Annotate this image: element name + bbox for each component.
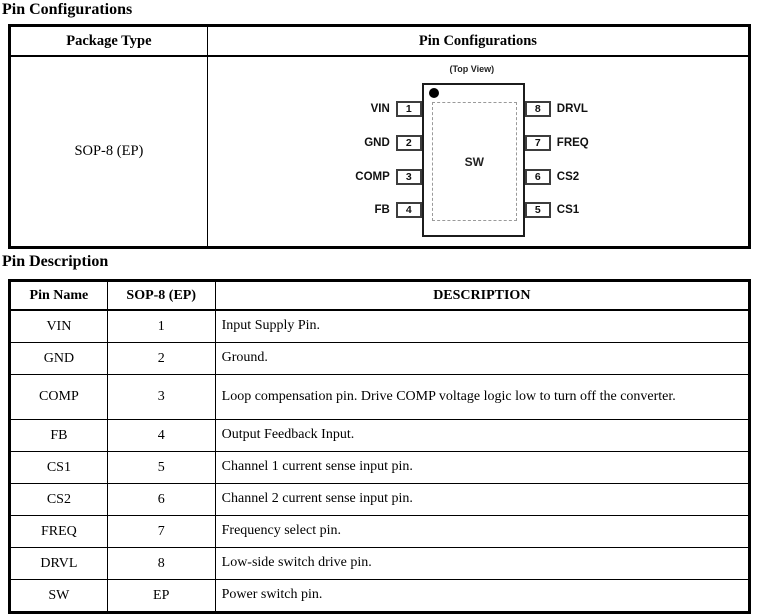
sop8-header: SOP-8 (EP) bbox=[107, 281, 215, 311]
pin-table-header-row bbox=[10, 281, 750, 311]
pin-name-cell: VIN bbox=[10, 310, 108, 343]
exposed-pad-label: SW bbox=[464, 154, 484, 169]
pin-description-heading: Pin Description bbox=[2, 253, 109, 270]
pin-number-cell: 3 bbox=[107, 375, 215, 420]
pin-label-fb: FB bbox=[374, 204, 390, 216]
pin-number-cell: 7 bbox=[107, 516, 215, 548]
pin-configurations-heading: Pin Configurations bbox=[2, 1, 133, 18]
config-table-header-row bbox=[10, 26, 750, 57]
description-header: DESCRIPTION bbox=[215, 281, 749, 311]
pin-box-3: 3 bbox=[396, 169, 422, 185]
pin-number-cell: 1 bbox=[107, 310, 215, 343]
pin-row-comp bbox=[10, 375, 750, 420]
package-type-value: SOP-8 (EP) bbox=[10, 56, 208, 248]
pin-row-fb bbox=[10, 420, 750, 452]
pin-name-cell: COMP bbox=[10, 375, 108, 420]
pin-label-freq: FREQ bbox=[556, 137, 589, 149]
pin-box-5: 5 bbox=[525, 202, 551, 218]
pin-number-cell: 5 bbox=[107, 452, 215, 484]
pin-description-text: Frequency select pin. bbox=[221, 523, 341, 539]
pin-row-sw bbox=[10, 580, 750, 613]
pin-description-text: Input Supply Pin. bbox=[221, 318, 321, 334]
pin-configurations-header: Pin Configurations bbox=[207, 26, 749, 57]
pin-description-cell bbox=[215, 548, 749, 580]
pin-row-cs1 bbox=[10, 452, 750, 484]
pin-description-text: Power switch pin. bbox=[221, 587, 323, 603]
pin-description-cell bbox=[215, 420, 749, 452]
pin-label-vin: VIN bbox=[370, 103, 390, 115]
pin-diagram-cell bbox=[207, 56, 749, 248]
pin-description-table bbox=[8, 279, 751, 614]
pin-number-cell: EP bbox=[107, 580, 215, 613]
pin-name-cell: GND bbox=[10, 343, 108, 375]
pin-row-freq bbox=[10, 516, 750, 548]
config-table-body-row bbox=[10, 56, 750, 248]
pin-description-text: Low-side switch drive pin. bbox=[221, 555, 372, 571]
pin-box-6: 6 bbox=[525, 169, 551, 185]
pin-number-cell: 6 bbox=[107, 484, 215, 516]
pin1-indicator-dot bbox=[429, 88, 439, 98]
pin-description-cell bbox=[215, 375, 749, 420]
pin-number-cell: 8 bbox=[107, 548, 215, 580]
pin-box-8: 8 bbox=[525, 101, 551, 117]
pin-label-cs1: CS1 bbox=[556, 204, 580, 216]
package-type-header: Package Type bbox=[10, 26, 208, 57]
pin-name-cell: FREQ bbox=[10, 516, 108, 548]
pin-description-text: Ground. bbox=[221, 350, 268, 366]
pin-description-cell bbox=[215, 343, 749, 375]
pin-label-cs2: CS2 bbox=[556, 171, 580, 183]
pin-description-text: Channel 2 current sense input pin. bbox=[221, 491, 413, 507]
pin-name-cell: DRVL bbox=[10, 548, 108, 580]
pin-row-drvl bbox=[10, 548, 750, 580]
pin-description-cell bbox=[215, 484, 749, 516]
pin-number-cell: 4 bbox=[107, 420, 215, 452]
pin-description-cell bbox=[215, 310, 749, 343]
pin-label-comp: COMP bbox=[355, 171, 390, 183]
pin-row-vin bbox=[10, 310, 750, 343]
pin-name-cell: CS1 bbox=[10, 452, 108, 484]
pin-row-cs2 bbox=[10, 484, 750, 516]
pin-name-header: Pin Name bbox=[10, 281, 108, 311]
pin-description-cell bbox=[215, 516, 749, 548]
pin-description-cell bbox=[215, 452, 749, 484]
pin-label-gnd: GND bbox=[364, 137, 390, 149]
pin-name-cell: CS2 bbox=[10, 484, 108, 516]
pin-configurations-table bbox=[8, 24, 751, 249]
pin-box-7: 7 bbox=[525, 135, 551, 151]
pin-name-cell: SW bbox=[10, 580, 108, 613]
exposed-pad bbox=[432, 102, 517, 221]
pin-number-cell: 2 bbox=[107, 343, 215, 375]
pin-name-cell: FB bbox=[10, 420, 108, 452]
pin-box-4: 4 bbox=[396, 202, 422, 218]
pin-description-text: Loop compensation pin. Drive COMP voltage logic low to turn off the converter. bbox=[221, 388, 676, 404]
chip-pinout-diagram bbox=[208, 57, 748, 246]
pin-box-2: 2 bbox=[396, 135, 422, 151]
pin-row-gnd bbox=[10, 343, 750, 375]
pin-label-drvl: DRVL bbox=[556, 103, 588, 115]
pin-box-1: 1 bbox=[396, 101, 422, 117]
pin-description-text: Channel 1 current sense input pin. bbox=[221, 459, 413, 475]
pin-description-text: Output Feedback Input. bbox=[221, 427, 355, 443]
pin-description-cell bbox=[215, 580, 749, 613]
top-view-label: (Top View) bbox=[449, 64, 495, 74]
